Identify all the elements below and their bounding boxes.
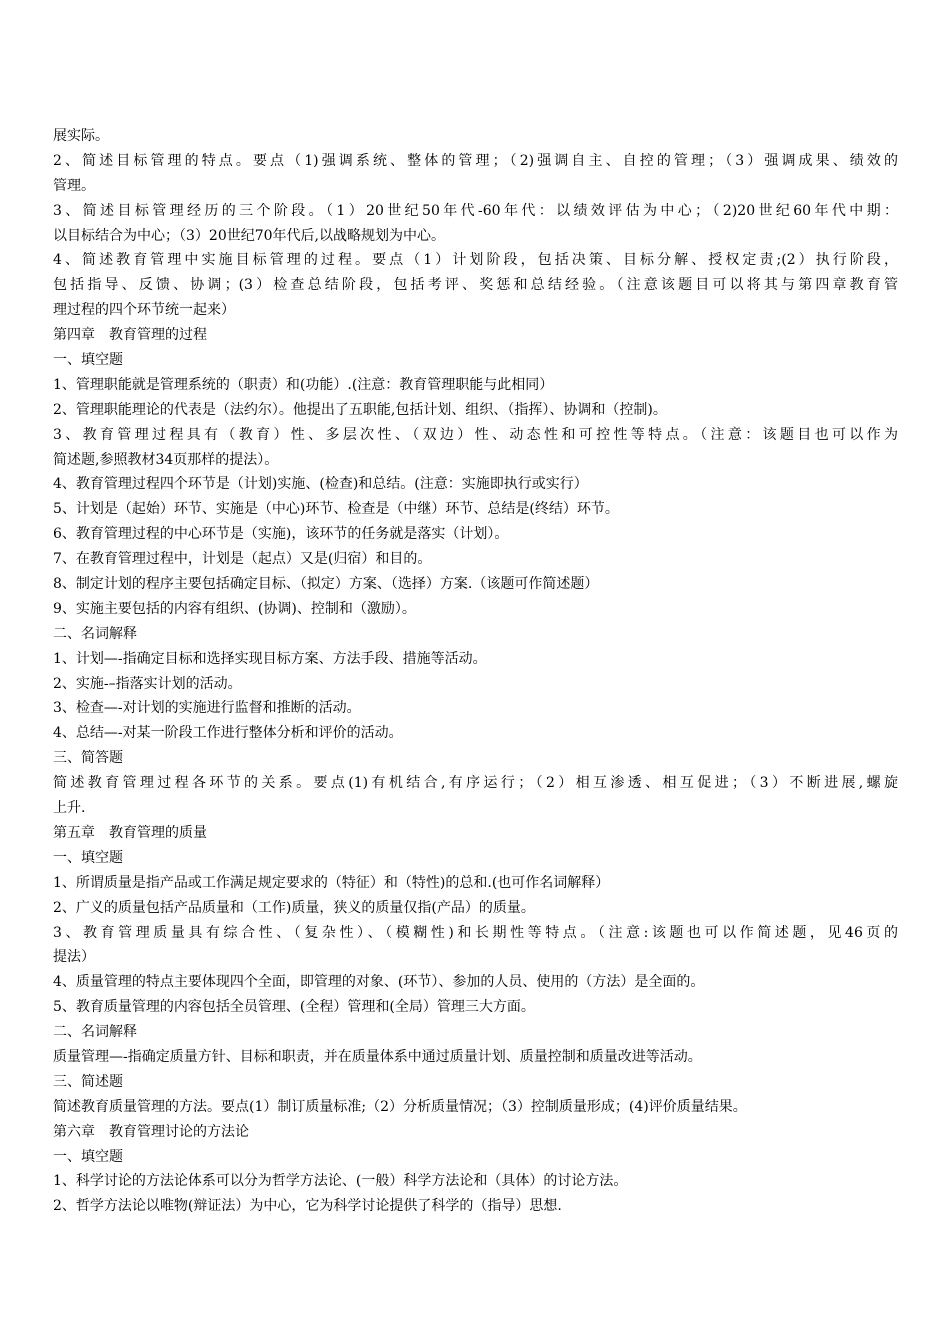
text-line: 包括指导、反馈、协调；(3）检查总结阶段，包括考评、奖惩和总结经验。（注意该题目可以将其与第四章教育管 bbox=[53, 277, 898, 294]
text-line: 一、填空题 bbox=[53, 352, 123, 369]
text-line: 3、教育管理质量具有综合性、（复杂性）、（模糊性)和长期性等特点。（注意:该题也可以作简述题，见46页的 bbox=[53, 924, 898, 941]
text-line: 5、计划是（起始）环节、实施是（中心)环节、检查是（中继）环节、总结是(终结）环节。 bbox=[53, 501, 619, 518]
text-line: 9、实施主要包括的内容有组织、(协调)、控制和（激励）。 bbox=[53, 600, 416, 617]
text-line: 一、填空题 bbox=[53, 849, 123, 866]
text-line: 2、管理职能理论的代表是（法约尔）。他提出了五职能,包括计划、组织、（指挥）、协调和（控制)。 bbox=[53, 401, 667, 418]
text-line: 1、计划—-指确定目标和选择实现目标方案、方法手段、措施等活动。 bbox=[53, 650, 487, 667]
text-line: 三、简述题 bbox=[53, 1073, 123, 1090]
text-line: 简述教育质量管理的方法。要点(1）制订质量标准;（2）分析质量情况；（3）控制质量形成；(4)评价质量结果。 bbox=[53, 1098, 747, 1115]
text-line: 三、简答题 bbox=[53, 750, 123, 767]
text-line: 2、广义的质量包括产品质量和（工作)质量，狭义的质量仅指(产品）的质量。 bbox=[53, 899, 535, 916]
text-line: 理过程的四个环节统一起来） bbox=[53, 302, 235, 319]
text-line: 3、检查—-对计划的实施进行监督和推断的活动。 bbox=[53, 700, 361, 717]
document-body bbox=[53, 124, 898, 1219]
text-line: 4、总结—-对某一阶段工作进行整体分析和评价的活动。 bbox=[53, 725, 403, 742]
text-line: 3、教育管理过程具有（教育）性、多层次性、（双边）性、动态性和可控性等特点。（注意：该题目也可以作为 bbox=[53, 426, 898, 443]
text-line: 2、简述目标管理的特点。要点（1)强调系统、整体的管理；（2)强调自主、自控的管理；（3）强调成果、绩效的 bbox=[53, 152, 898, 169]
text-line: 第五章 教育管理的质量 bbox=[53, 824, 207, 841]
text-line: 1、管理职能就是管理系统的（职责）和(功能）.(注意：教育管理职能与此相同） bbox=[53, 376, 554, 393]
text-line: 2、实施-–指落实计划的活动。 bbox=[53, 675, 242, 692]
text-line: 4、简述教育管理中实施目标管理的过程。要点（1）计划阶段，包括决策、目标分解、授权定责;(2）执行阶段， bbox=[53, 252, 898, 269]
text-line: 5、教育质量管理的内容包括全员管理、(全程）管理和(全局）管理三大方面。 bbox=[53, 999, 535, 1016]
text-line: 1、所谓质量是指产品或工作满足规定要求的（特征）和（特性)的总和.(也可作名词解释） bbox=[53, 874, 610, 891]
text-line: 展实际。 bbox=[53, 128, 109, 144]
text-line: 简述教育管理过程各环节的关系。要点(1)有机结合,有序运行；（2）相互渗透、相互促进；（3）不断进展,螺旋 bbox=[53, 775, 898, 792]
text-line: 7、在教育管理过程中，计划是（起点）又是(归宿）和目的。 bbox=[53, 551, 432, 568]
text-line: 2、哲学方法论以唯物(辩证法）为中心，它为科学讨论提供了科学的（指导）思想. bbox=[53, 1198, 562, 1215]
text-line: 第六章 教育管理讨论的方法论 bbox=[53, 1123, 249, 1140]
text-line: 二、名词解释 bbox=[53, 625, 137, 642]
text-line: 质量管理—-指确定质量方针、目标和职责，并在质量体系中通过质量计划、质量控制和质量改进等活动。 bbox=[53, 1048, 702, 1065]
text-line: 提法） bbox=[53, 949, 95, 966]
text-line: 第四章 教育管理的过程 bbox=[53, 327, 207, 344]
text-line: 6、教育管理过程的中心环节是（实施)，该环节的任务就是落实（计划）。 bbox=[53, 526, 509, 543]
text-line: 管理。 bbox=[53, 177, 95, 194]
text-line: 8、制定计划的程序主要包括确定目标、（拟定）方案、（选择）方案.（该题可作简述题） bbox=[53, 576, 599, 593]
text-line: 4、质量管理的特点主要体现四个全面，即管理的对象、(环节）、参加的人员、使用的（方法）是全面的。 bbox=[53, 974, 705, 991]
text-line: 1、科学讨论的方法论体系可以分为哲学方法论、(一般）科学方法论和（具体）的讨论方法。 bbox=[53, 1173, 628, 1190]
text-line: 简述题,参照教材34页那样的提法）。 bbox=[53, 451, 279, 468]
text-line: 4、教育管理过程四个环节是（计划)实施、(检查)和总结。(注意：实施即执行或实行） bbox=[53, 476, 588, 493]
text-line: 一、填空题 bbox=[53, 1148, 123, 1165]
text-line: 上升. bbox=[53, 800, 86, 817]
text-line: 二、名词解释 bbox=[53, 1024, 137, 1041]
text-line: 3、简述目标管理经历的三个阶段。（1）20世纪50年代-60年代：以绩效评估为中心；（2)20世纪60年代中期： bbox=[53, 202, 898, 219]
text-line: 以目标结合为中心；（3）20世纪70年代后,以战略规划为中心。 bbox=[53, 227, 445, 244]
